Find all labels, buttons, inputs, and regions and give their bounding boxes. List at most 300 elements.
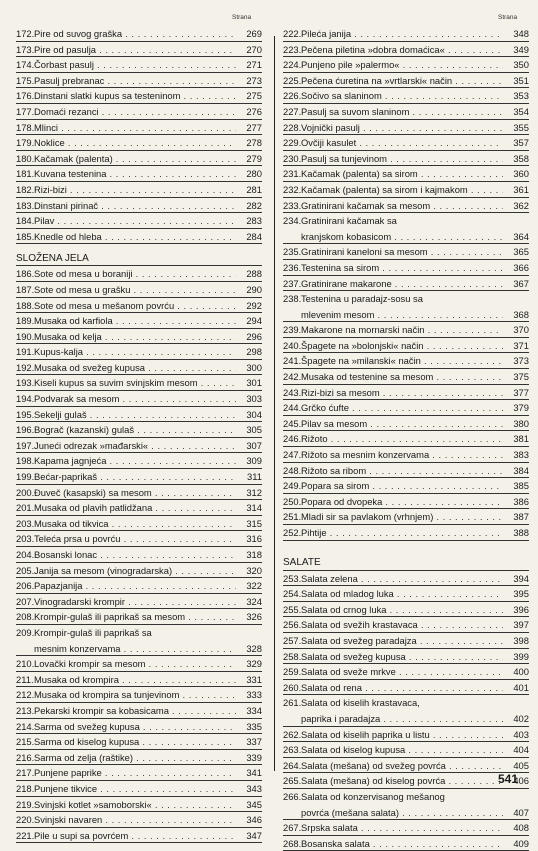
entry-number: 200.	[16, 486, 35, 498]
entry-text-wrap	[283, 260, 503, 275]
entry-page: 290	[246, 283, 262, 295]
entry-page: 282	[246, 199, 262, 211]
entry-number: 250.	[283, 495, 302, 507]
toc-entry	[283, 135, 529, 151]
toc-entry	[16, 765, 262, 781]
entry-page: 298	[246, 346, 262, 358]
entry-number: 220.	[16, 814, 35, 826]
entry-number: 187.	[16, 283, 35, 295]
entry-page: 288	[246, 268, 262, 280]
toc-entry	[16, 120, 262, 136]
toc-entry	[283, 525, 529, 541]
entry-text-wrap	[283, 353, 503, 368]
entry-number: 263.	[283, 744, 302, 756]
entry-title: Svinjski navaren . . .	[34, 814, 236, 825]
entry-page: 304	[246, 408, 262, 420]
entry-title: Pileća janija . . .	[301, 28, 503, 39]
entry-title: Pile u supi sa povrćem . . .	[34, 830, 236, 841]
toc-entry	[283, 494, 529, 510]
entry-number: 216.	[16, 751, 35, 763]
toc-entry	[283, 198, 529, 214]
entry-text-wrap	[16, 734, 236, 749]
entry-text-wrap	[283, 509, 503, 524]
entry-title: Testenina sa sirom . . .	[301, 262, 503, 273]
toc-entry	[283, 447, 529, 463]
entry-page: 370	[513, 324, 529, 336]
entry-title: Sarma od kiselog kupusa . . .	[34, 736, 236, 747]
toc-entry	[283, 416, 529, 432]
entry-text-wrap	[16, 469, 236, 484]
entry-number: 207.	[16, 595, 35, 607]
entry-title: Sarma od zelja (raštike) . . .	[34, 752, 236, 763]
entry-text-wrap	[283, 836, 503, 851]
entry-title: Rizi-bizi . . .	[34, 184, 236, 195]
entry-title: Špagete na »milanski« način . . .	[301, 355, 503, 366]
toc-entry	[16, 625, 262, 641]
entry-number: 260.	[283, 681, 302, 693]
toc-entry	[16, 282, 262, 298]
entry-page: 281	[246, 183, 262, 195]
entry-title: Noklice . . .	[34, 137, 236, 148]
entry-text-wrap	[283, 135, 503, 150]
entry-number: 179.	[16, 137, 35, 149]
entry-text-wrap	[16, 266, 236, 281]
entry-number: 249.	[283, 480, 302, 492]
toc-entry	[283, 400, 529, 416]
entry-number: 189.	[16, 315, 35, 327]
entry-page: 320	[246, 564, 262, 576]
toc-entry	[283, 463, 529, 479]
entry-text-wrap	[283, 166, 503, 181]
entry-title: Musaka od karfiola . . .	[34, 315, 236, 326]
entry-title: Vinogradarski krompir . . .	[34, 596, 236, 607]
toc-entry	[283, 789, 529, 805]
entry-text-wrap	[283, 463, 503, 478]
entry-title: Kačamak (palenta) sa sirom . . .	[301, 168, 503, 179]
entry-page: 353	[513, 90, 529, 102]
toc-entry	[16, 453, 262, 469]
entry-title: Punjene tikvice . . .	[34, 783, 236, 794]
entry-text-wrap	[16, 151, 236, 166]
entry-number: 237.	[283, 277, 302, 289]
entry-title: Salata od rena . . .	[301, 682, 503, 693]
entry-title: Kiseli kupus sa suvim svinjskim mesom . . .	[34, 377, 236, 388]
entry-number: 212.	[16, 689, 35, 701]
entry-title: Gratinirane makarone . . .	[301, 278, 503, 289]
entry-number: 199.	[16, 471, 35, 483]
entry-text-wrap	[16, 26, 236, 41]
entry-page: 292	[246, 299, 262, 311]
entry-page: 331	[246, 673, 262, 685]
entry-title: Sočivo sa slaninom . . .	[301, 90, 503, 101]
entry-title: Knedle od hleba . . .	[34, 231, 236, 242]
entry-page: 364	[513, 230, 529, 242]
entry-text-wrap	[16, 120, 236, 135]
toc-entry-continuation	[283, 805, 529, 821]
entry-page: 296	[246, 330, 262, 342]
entry-page: 294	[246, 315, 262, 327]
entry-title: Krompir-gulaš ili paprikaš sa	[34, 626, 152, 638]
entry-page: 397	[513, 619, 529, 631]
entry-text-wrap	[16, 422, 236, 437]
toc-entry	[283, 695, 529, 711]
entry-text-wrap	[16, 656, 236, 671]
entry-number: 259.	[283, 666, 302, 678]
toc-entry	[16, 26, 262, 42]
entry-text-wrap	[16, 135, 236, 150]
toc-entry	[16, 438, 262, 454]
entry-text-wrap	[16, 438, 236, 453]
entry-title: Rizi-bizi sa mesom . . .	[301, 387, 503, 398]
entry-title: Mladi sir sa pavlakom (vrhnjem) . . .	[301, 511, 503, 522]
toc-entry	[16, 750, 262, 766]
entry-number: 205.	[16, 564, 35, 576]
entry-text-wrap	[283, 586, 503, 601]
entry-number: 258.	[283, 650, 302, 662]
entry-title: Salata od kiselih krastavaca,	[301, 697, 420, 709]
toc-entry	[16, 719, 262, 735]
toc-entry	[283, 478, 529, 494]
entry-text-wrap	[283, 151, 503, 166]
entry-title: Salata od sveže mrkve . . .	[301, 666, 503, 677]
entry-text-wrap	[283, 525, 503, 540]
toc-entry	[283, 571, 529, 587]
entry-page: 387	[513, 511, 529, 523]
entry-text-wrap	[16, 594, 236, 609]
toc-entry	[283, 431, 529, 447]
toc-entry	[16, 594, 262, 610]
toc-entry	[16, 812, 262, 828]
strana-label-left: Strana	[232, 14, 252, 21]
toc-entry-continuation	[283, 307, 529, 323]
entry-title: Salata od svežeg paradajza . . .	[301, 635, 503, 646]
entry-text-wrap	[283, 307, 503, 322]
entry-text-wrap	[283, 758, 503, 773]
entry-text-wrap	[16, 797, 236, 812]
entry-page: 396	[513, 603, 529, 615]
entry-text-wrap	[283, 400, 503, 415]
entry-title: Rižoto . . .	[301, 433, 503, 444]
entry-title: Bograč (kazanski) gulaš . . .	[34, 424, 236, 435]
entry-text-wrap	[16, 547, 236, 562]
entry-text-wrap	[283, 291, 503, 307]
entry-title: Gratinirani kačamak sa	[301, 215, 397, 227]
entry-page: 275	[246, 90, 262, 102]
entry-text-wrap	[283, 57, 503, 72]
entry-page: 386	[513, 495, 529, 507]
toc-entry	[16, 151, 262, 167]
entry-number: 245.	[283, 417, 302, 429]
entry-number: 175.	[16, 74, 35, 86]
entry-page: 314	[246, 502, 262, 514]
entry-text-wrap	[16, 104, 236, 119]
section-title-salate: SALATE	[283, 551, 529, 571]
entry-page: 358	[513, 152, 529, 164]
toc-entry	[283, 338, 529, 354]
entry-title: Popara sa sirom . . .	[301, 480, 503, 491]
entry-number: 204.	[16, 549, 35, 560]
entry-page: 346	[246, 814, 262, 826]
entry-title: Pekarski krompir sa kobasicama . . .	[34, 705, 236, 716]
entry-page: 395	[513, 588, 529, 600]
entry-page: 400	[513, 666, 529, 678]
entry-number: 251.	[283, 511, 302, 523]
entry-text-wrap	[16, 485, 236, 500]
entry-title: Pilav . . .	[34, 215, 236, 226]
entry-number: 243.	[283, 386, 302, 398]
entry-page: 368	[513, 308, 529, 320]
toc-entry	[16, 781, 262, 797]
entry-number: 184.	[16, 215, 35, 227]
entry-number: 248.	[283, 464, 302, 476]
entry-page: 311	[247, 471, 262, 483]
entry-number: 247.	[283, 449, 302, 461]
entry-title: Popara od dvopeka . . .	[301, 496, 503, 507]
toc-entry	[283, 602, 529, 618]
toc-entry	[283, 633, 529, 649]
entry-number: 183.	[16, 199, 35, 211]
entry-number: 195.	[16, 408, 35, 420]
entry-text-wrap	[283, 478, 503, 493]
entry-number: 240.	[283, 339, 302, 351]
right-column	[283, 26, 529, 851]
entry-title: Musaka od svežeg kupusa . . .	[34, 362, 236, 373]
entry-title: Teleća prsa u povrću . . .	[34, 533, 236, 544]
entry-text-wrap	[16, 750, 236, 765]
entry-page: 345	[246, 798, 262, 810]
entry-text-wrap	[283, 104, 503, 119]
toc-entry	[16, 229, 262, 245]
entry-number: 227.	[283, 105, 302, 117]
toc-entry	[283, 244, 529, 260]
entry-number: 198.	[16, 455, 35, 467]
entry-text-wrap	[16, 313, 236, 328]
entry-text-wrap	[283, 26, 503, 41]
entry-number: 188.	[16, 299, 35, 311]
entry-title: Salata od mladog luka . . .	[301, 588, 503, 599]
entry-page: 324	[246, 595, 262, 607]
toc-entry	[283, 322, 529, 338]
entry-page: 403	[513, 728, 529, 740]
page-number: 541	[497, 772, 518, 786]
toc-entry	[16, 182, 262, 198]
entry-number: 214.	[16, 720, 35, 732]
toc-entry	[16, 88, 262, 104]
entry-page: 300	[246, 361, 262, 373]
entry-number: 223.	[283, 43, 302, 55]
toc-entry	[16, 516, 262, 532]
entry-page: 366	[513, 261, 529, 273]
entry-title: Kupus-kalja . . .	[34, 346, 236, 357]
entry-page: 322	[246, 580, 262, 592]
entry-title-line2: kranjskom kobasicom . . .	[301, 231, 503, 242]
entry-text-wrap	[283, 727, 503, 742]
entry-page: 379	[513, 402, 529, 414]
entry-text-wrap	[283, 120, 503, 135]
entry-title: Pihtije . . .	[301, 527, 503, 538]
entry-page: 277	[246, 121, 262, 133]
entry-title: Musaka od krompira sa tunjevinom . . .	[34, 689, 236, 700]
entry-text-wrap	[16, 672, 236, 687]
toc-entry	[283, 213, 529, 229]
entry-title: Punjene paprike . . .	[34, 767, 236, 778]
entry-title: Salata od crnog luka . . .	[301, 604, 503, 615]
entry-text-wrap	[16, 687, 236, 702]
toc-entry	[16, 213, 262, 229]
toc-entry-continuation	[16, 641, 262, 657]
entry-text-wrap	[283, 649, 503, 664]
entry-title: Bosanska salata . . .	[301, 838, 503, 849]
entry-title: Pasulj sa tunjevinom . . .	[301, 153, 503, 164]
entry-number: 192.	[16, 361, 35, 373]
entry-text-wrap	[16, 828, 236, 843]
entry-title-line2: mlevenim mesom . . .	[301, 309, 503, 320]
entry-text-wrap	[16, 765, 236, 780]
entry-number: 239.	[283, 324, 302, 336]
entry-text-wrap	[283, 385, 503, 400]
toc-entry	[16, 57, 262, 73]
entry-page: 312	[246, 486, 262, 498]
entry-title: Lovački krompir sa mesom . . .	[34, 658, 236, 669]
entry-page: 328	[246, 642, 262, 654]
toc-entry	[283, 182, 529, 198]
entry-title: Svinjski kotlet »samoborski« . . .	[34, 799, 236, 810]
toc-entry	[283, 42, 529, 58]
toc-entry	[16, 104, 262, 120]
entry-text-wrap	[283, 322, 503, 337]
entry-number: 217.	[16, 767, 35, 779]
entry-text-wrap	[283, 73, 503, 88]
entry-title: Ovčiji kasulet . . .	[301, 137, 503, 148]
entry-number: 235.	[283, 246, 302, 258]
entry-number: 208.	[16, 611, 35, 623]
entry-number: 219.	[16, 798, 35, 810]
entry-title: Salata (mešana) od svežeg povrća . . .	[301, 760, 503, 771]
entry-number: 190.	[16, 330, 35, 342]
entry-title: Špagete na »bolonjski« način . . .	[301, 340, 503, 351]
toc-entry	[283, 120, 529, 136]
entry-title: Domaći rezanci . . .	[34, 106, 236, 117]
entry-title: Sekelji gulaš . . .	[34, 409, 236, 420]
entry-number: 180.	[16, 152, 35, 164]
entry-page: 316	[246, 533, 262, 545]
entry-page: 404	[513, 744, 529, 756]
entry-number: 266.	[283, 790, 302, 802]
entry-title: Juneći odrezak »mađarski« . . .	[34, 440, 236, 451]
entry-title: Musaka od tikvica . . .	[34, 518, 236, 529]
entry-title: Salata zelena . . .	[301, 573, 503, 584]
entry-text-wrap	[16, 453, 236, 468]
entry-number: 193.	[16, 377, 35, 389]
toc-entry	[283, 617, 529, 633]
entry-page: 343	[246, 782, 262, 794]
entry-number: 236.	[283, 261, 302, 273]
entry-page: 271	[246, 59, 262, 71]
toc-entry	[283, 291, 529, 307]
entry-title-line2: paprika i paradajza . . .	[301, 713, 503, 724]
entry-title: Bećar-paprikaš . . .	[34, 471, 236, 482]
entry-number: 257.	[283, 634, 302, 646]
toc-entry	[16, 198, 262, 214]
toc-entry	[16, 500, 262, 516]
entry-number: 211.	[16, 673, 34, 685]
entry-number: 228.	[283, 121, 302, 133]
entry-title: Mlinci . . .	[34, 122, 236, 133]
entry-title: Salata od kiselog kupusa . . .	[301, 744, 503, 755]
entry-number: 196.	[16, 424, 35, 436]
entry-page: 398	[513, 634, 529, 646]
entry-text-wrap	[283, 742, 503, 757]
toc-entry	[16, 547, 262, 563]
toc-entry	[283, 385, 529, 401]
entry-number: 244.	[283, 402, 302, 414]
entry-text-wrap	[16, 57, 236, 72]
entry-page: 351	[513, 74, 529, 86]
entry-text-wrap	[283, 198, 503, 213]
toc-entry	[16, 469, 262, 485]
toc-entry	[283, 26, 529, 42]
toc-entry	[283, 742, 529, 758]
entry-number: 233.	[283, 199, 302, 211]
entry-title: Gratinirani kačamak sa mesom . . .	[301, 200, 503, 211]
entry-text-wrap	[16, 516, 236, 531]
entry-number: 221.	[16, 829, 35, 841]
entry-page: 350	[513, 59, 529, 71]
toc-entry	[283, 369, 529, 385]
entry-text-wrap	[283, 571, 503, 586]
entry-page: 318	[246, 549, 262, 560]
entry-page: 339	[246, 751, 262, 763]
entry-title: Testenina u paradajz-sosu sa	[301, 293, 423, 305]
entry-number: 255.	[283, 603, 302, 615]
toc-entry	[16, 485, 262, 501]
entry-page: 280	[246, 168, 262, 180]
entry-number: 177.	[16, 105, 35, 117]
entry-text-wrap	[16, 812, 236, 827]
entry-title: Bosanski lonac . . .	[34, 549, 236, 560]
entry-text-wrap	[283, 244, 503, 259]
entry-page: 367	[513, 277, 529, 289]
entry-title: Rižoto sa ribom . . .	[301, 465, 503, 476]
entry-page: 329	[246, 658, 262, 670]
entry-title: Pečena piletina »dobra domaćica« . . .	[301, 44, 503, 55]
entry-page: 381	[513, 433, 529, 445]
entry-title: Salata (mešana) od kiselog povrća . . .	[301, 775, 503, 786]
left-column	[16, 26, 262, 843]
entry-text-wrap	[283, 88, 503, 103]
entry-number: 234.	[283, 215, 302, 227]
entry-number: 268.	[283, 837, 302, 849]
entry-page: 335	[246, 720, 262, 732]
entry-title: Srpska salata . . .	[301, 822, 503, 833]
entry-number: 261.	[283, 697, 302, 709]
entry-text-wrap	[16, 703, 236, 718]
entry-text-wrap	[16, 166, 236, 181]
entry-number: 213.	[16, 704, 35, 716]
toc-entry	[283, 664, 529, 680]
entry-text-wrap	[16, 298, 236, 313]
entry-page: 278	[246, 137, 262, 149]
entry-page: 333	[246, 689, 262, 701]
toc-entry-continuation	[283, 711, 529, 727]
entry-title: Janija sa mesom (vinogradarska) . . .	[34, 565, 236, 576]
strana-label-right: Strana	[498, 14, 518, 21]
entry-page: 326	[246, 611, 262, 623]
entry-text-wrap	[283, 431, 503, 446]
entry-page: 377	[513, 386, 529, 398]
entry-text-wrap	[283, 695, 503, 711]
entry-title: Pasulj prebranac . . .	[34, 75, 236, 86]
